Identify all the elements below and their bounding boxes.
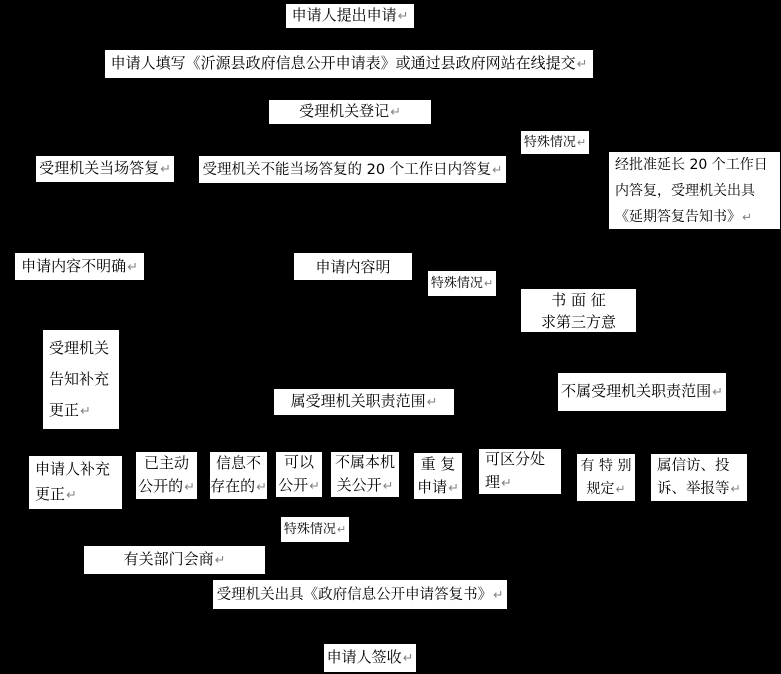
flow-node-onsite-reply <box>35 155 175 183</box>
flow-node-issue-reply-letter <box>212 579 508 610</box>
paragraph-mark-icon: ↵ <box>336 522 347 536</box>
flow-node-notify-supplement <box>42 329 120 430</box>
flow-node-label: 更正↵ <box>49 400 91 419</box>
flow-node-label: 求第三方意 <box>540 312 616 331</box>
paragraph-mark-icon: ↵ <box>66 488 77 503</box>
paragraph-mark-icon: ↵ <box>397 9 409 24</box>
flow-node-label: 理↵ <box>485 473 512 491</box>
flow-node-label: 特殊情况↵ <box>523 134 587 150</box>
flow-node-repeat-application <box>413 452 463 500</box>
flow-node-special-case-3 <box>280 516 350 543</box>
paragraph-mark-icon: ↵ <box>214 553 226 568</box>
flow-node-label: 受理机关出具《政府信息公开申请答复书》↵ <box>216 586 504 603</box>
flow-node-applicant-submit <box>285 3 415 29</box>
flow-node-label: 受理机关登记↵ <box>299 102 401 120</box>
flow-node-label: 公开的↵ <box>138 477 195 495</box>
flow-node-label: 申请人填写《沂源县政府信息公开申请表》或通过县政府网站在线提交↵ <box>110 54 588 72</box>
flow-node-label: 不属本机 <box>334 453 395 471</box>
flow-node-label: 《延期答复告知书》↵ <box>615 208 752 225</box>
flow-node-registration <box>268 99 432 125</box>
flow-node-label: 不属受理机关职责范围↵ <box>561 382 723 400</box>
flow-node-separable-handling <box>478 448 562 495</box>
flow-node-label: 属信访、投 <box>657 457 730 474</box>
paragraph-mark-icon: ↵ <box>742 209 752 224</box>
flow-node-label: 公开↵ <box>278 476 320 494</box>
flow-node-label: 诉、举报等↵ <box>657 480 741 497</box>
flow-node-dept-consultation <box>83 545 266 575</box>
paragraph-mark-icon: ↵ <box>184 480 195 495</box>
flow-node-label: 存在的↵ <box>210 477 267 495</box>
paragraph-mark-icon: ↵ <box>448 480 459 496</box>
flow-node-label: 特殊情况↵ <box>430 275 494 291</box>
flow-node-label: 内答复，受理机关出具 <box>615 182 755 199</box>
flow-node-third-party-opinion <box>520 288 637 333</box>
flow-node-label: 规定↵ <box>586 480 626 497</box>
paragraph-mark-icon: ↵ <box>730 481 741 496</box>
paragraph-mark-icon: ↵ <box>309 479 320 494</box>
paragraph-mark-icon: ↵ <box>492 162 503 177</box>
flow-node-label: 信息不 <box>215 454 261 472</box>
flow-node-fill-form <box>104 49 594 79</box>
flow-node-not-this-authority <box>330 451 400 498</box>
paragraph-mark-icon: ↵ <box>576 57 588 72</box>
flow-node-special-rules <box>576 453 636 502</box>
flow-node-label: 经批准延长 20 个工作日 <box>615 156 768 173</box>
flow-node-label: 重 复 <box>420 454 456 473</box>
flow-node-label: 申请人签收↵ <box>326 648 414 666</box>
flow-node-content-unclear <box>14 252 145 281</box>
flow-node-label: 申请内容不明确↵ <box>21 256 138 275</box>
flow-node-label: 有 特 别 <box>580 457 632 474</box>
flow-node-within-scope <box>273 388 455 416</box>
flow-node-content-clear <box>293 252 413 281</box>
flow-node-special-case-1 <box>520 130 590 155</box>
flow-node-extension-notice <box>608 151 781 230</box>
flow-node-label: 受理机关不能当场答复的 20 个工作日内答复↵ <box>202 161 503 178</box>
flow-node-reply-20-days <box>198 155 507 184</box>
flow-node-applicant-sign <box>323 643 417 673</box>
paragraph-mark-icon: ↵ <box>256 480 267 495</box>
paragraph-mark-icon: ↵ <box>127 259 138 275</box>
paragraph-mark-icon: ↵ <box>426 395 438 410</box>
flow-node-already-public <box>135 451 198 500</box>
paragraph-mark-icon: ↵ <box>501 476 512 491</box>
flow-node-label: 已主动 <box>143 454 189 472</box>
flow-node-applicant-supplement <box>28 455 123 510</box>
paragraph-mark-icon: ↵ <box>80 403 91 419</box>
flow-node-label: 申请人补充 <box>35 460 111 478</box>
flow-node-petition-complaint <box>650 453 748 502</box>
paragraph-mark-icon: ↵ <box>615 481 626 496</box>
paragraph-mark-icon: ↵ <box>390 105 401 120</box>
paragraph-mark-icon: ↵ <box>160 162 171 177</box>
flow-node-not-within-scope <box>557 372 727 412</box>
flow-node-label: 申请人提出申请↵ <box>291 6 409 24</box>
paragraph-mark-icon: ↵ <box>483 276 494 290</box>
flow-node-label: 有关部门会商↵ <box>123 550 226 568</box>
paragraph-mark-icon: ↵ <box>712 385 723 400</box>
flow-node-can-disclose <box>275 451 323 498</box>
paragraph-mark-icon: ↵ <box>576 135 587 149</box>
flow-node-label: 可区分处 <box>485 450 546 468</box>
flow-node-label: 属受理机关职责范围↵ <box>290 392 438 410</box>
flow-node-label: 特殊情况↵ <box>283 521 347 537</box>
paragraph-mark-icon: ↵ <box>382 479 394 494</box>
flow-node-label: 可以 <box>283 453 314 471</box>
paragraph-mark-icon: ↵ <box>493 587 504 602</box>
flow-node-special-case-2 <box>427 270 497 297</box>
flow-node-label: 更正↵ <box>35 485 77 503</box>
flow-node-label: 受理机关当场答复↵ <box>39 159 171 177</box>
flow-node-label: 申请内容明 <box>315 257 391 276</box>
flow-node-label: 申请↵ <box>417 477 459 496</box>
flow-node-label: 关公开↵ <box>336 476 394 494</box>
flow-node-label: 书 面 征 <box>551 290 606 309</box>
flow-node-info-not-exist <box>209 451 268 500</box>
flow-node-label: 受理机关 <box>49 338 110 357</box>
paragraph-mark-icon: ↵ <box>402 651 414 666</box>
flow-node-label: 告知补充 <box>49 369 110 388</box>
